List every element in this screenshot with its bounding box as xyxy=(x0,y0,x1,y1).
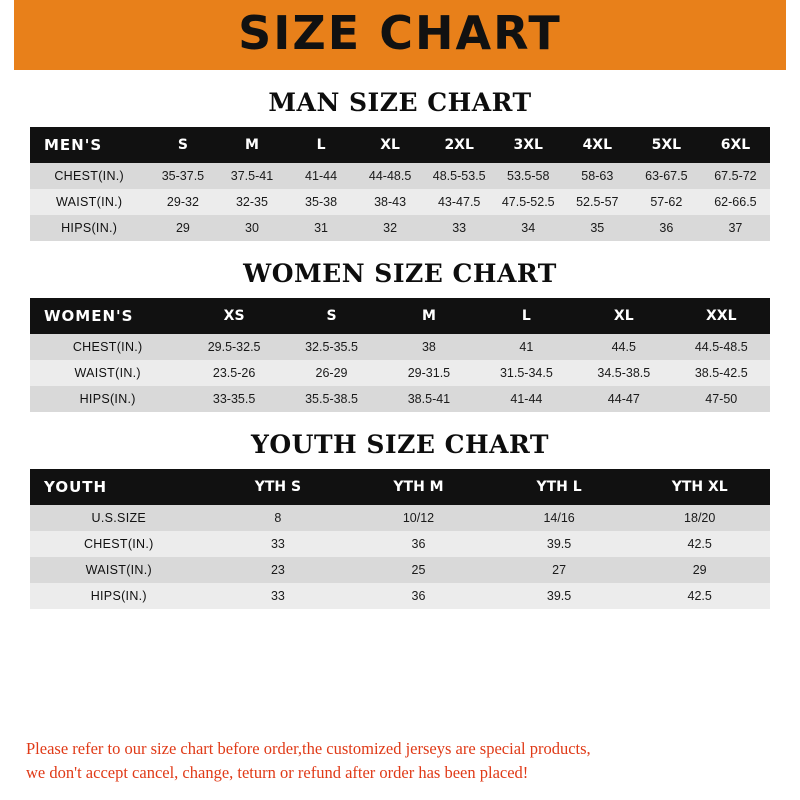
men-header-cell: 4XL xyxy=(582,137,613,153)
table-row xyxy=(30,215,770,241)
women-row-label: HIPS(IN.) xyxy=(79,392,136,406)
youth-cell: 39.5 xyxy=(546,537,572,551)
women-cell: 47-50 xyxy=(705,392,738,406)
women-size-section xyxy=(30,259,770,412)
women-cell: 38 xyxy=(421,340,436,354)
men-cell: 30 xyxy=(245,221,259,235)
men-cell: 32 xyxy=(383,221,398,235)
women-header-cell: M xyxy=(421,308,436,324)
table-row xyxy=(30,360,770,386)
youth-row-label: U.S.SIZE xyxy=(91,511,147,525)
men-cell: 58-63 xyxy=(581,169,614,183)
men-row-label: WAIST(IN.) xyxy=(55,195,123,209)
women-header-row xyxy=(30,298,770,334)
youth-header-cell: YOUTH xyxy=(44,478,108,496)
women-header-cell: XS xyxy=(223,308,245,324)
women-cell: 41 xyxy=(519,340,534,354)
youth-header-cell: YTH M xyxy=(393,479,444,495)
youth-size-table xyxy=(30,469,770,609)
youth-table-body xyxy=(30,505,770,609)
table-row xyxy=(30,189,770,215)
women-table-body xyxy=(30,334,770,412)
men-cell: 33 xyxy=(452,221,467,235)
charts-content xyxy=(0,70,800,729)
women-cell: 31.5-34.5 xyxy=(499,366,553,380)
men-cell: 34 xyxy=(521,221,536,235)
youth-row-label: WAIST(IN.) xyxy=(85,563,152,577)
men-header-cell: MEN'S xyxy=(44,136,103,154)
men-cell: 47.5-52.5 xyxy=(501,195,555,209)
men-cell: 32-35 xyxy=(235,195,268,209)
youth-cell: 8 xyxy=(274,511,282,525)
men-cell: 31 xyxy=(314,221,328,235)
men-row-label: HIPS(IN.) xyxy=(61,221,118,235)
men-size-section xyxy=(30,88,770,241)
women-header-cell: XL xyxy=(613,308,634,324)
youth-cell: 14/16 xyxy=(543,511,575,525)
table-row xyxy=(30,557,770,583)
men-cell: 38-43 xyxy=(374,195,407,209)
youth-section-title: YOUTH SIZE CHART xyxy=(251,430,549,459)
women-size-table xyxy=(30,298,770,412)
women-cell: 35.5-38.5 xyxy=(305,392,358,406)
men-header-cell: 6XL xyxy=(720,137,751,153)
women-cell: 33-35.5 xyxy=(212,392,256,406)
footer-line-1: Please refer to our size chart before order,the customized jerseys are special products, xyxy=(26,738,591,758)
men-cell: 29-32 xyxy=(166,195,199,209)
youth-cell: 42.5 xyxy=(687,589,712,603)
women-cell: 29.5-32.5 xyxy=(207,340,261,354)
men-cell: 41-44 xyxy=(305,169,338,183)
men-cell: 62-66.5 xyxy=(714,195,757,209)
youth-cell: 23 xyxy=(270,563,285,577)
women-cell: 34.5-38.5 xyxy=(597,366,651,380)
women-cell: 38.5-42.5 xyxy=(694,366,748,380)
youth-cell: 33 xyxy=(270,537,285,551)
header-right-spacer xyxy=(786,0,800,70)
women-cell: 32.5-35.5 xyxy=(305,340,358,354)
men-cell: 63-67.5 xyxy=(645,169,688,183)
footer-note xyxy=(0,729,800,800)
youth-size-section xyxy=(30,430,770,609)
youth-header-cell: YTH XL xyxy=(671,479,728,495)
youth-cell: 29 xyxy=(692,563,707,577)
women-cell: 23.5-26 xyxy=(212,366,256,380)
men-cell: 44-48.5 xyxy=(368,169,412,183)
women-cell: 44-47 xyxy=(607,392,640,406)
men-cell: 37.5-41 xyxy=(230,169,274,183)
page-header xyxy=(0,0,800,70)
table-row xyxy=(30,531,770,557)
women-section-title: WOMEN SIZE CHART xyxy=(243,259,557,288)
men-header-cell: L xyxy=(316,137,326,153)
women-header-cell: XXL xyxy=(705,308,737,324)
table-row xyxy=(30,386,770,412)
men-header-cell: S xyxy=(177,137,188,153)
youth-cell: 18/20 xyxy=(684,511,716,525)
men-cell: 52.5-57 xyxy=(576,195,619,209)
women-cell: 44.5-48.5 xyxy=(694,340,748,354)
header-left-spacer xyxy=(0,0,14,70)
men-table-head xyxy=(30,127,770,163)
women-header-cell: L xyxy=(521,308,531,324)
men-header-cell: M xyxy=(245,137,259,153)
men-header-cell: XL xyxy=(380,137,400,153)
youth-cell: 39.5 xyxy=(546,589,572,603)
youth-header-cell: YTH L xyxy=(536,479,582,495)
youth-cell: 27 xyxy=(552,563,567,577)
men-cell: 43-47.5 xyxy=(437,195,481,209)
youth-cell: 25 xyxy=(411,563,426,577)
women-cell: 26-29 xyxy=(315,366,348,380)
youth-cell: 36 xyxy=(411,537,426,551)
men-cell: 29 xyxy=(175,221,190,235)
men-header-cell: 2XL xyxy=(444,137,474,153)
women-cell: 41-44 xyxy=(510,392,543,406)
women-header-cell: WOMEN'S xyxy=(44,307,134,325)
men-cell: 48.5-53.5 xyxy=(432,169,486,183)
page-title: SIZE CHART xyxy=(238,6,562,60)
youth-header-cell: YTH S xyxy=(254,479,302,495)
women-row-label: CHEST(IN.) xyxy=(72,340,143,354)
table-row xyxy=(30,583,770,609)
men-cell: 37 xyxy=(728,221,743,235)
men-cell: 67.5-72 xyxy=(714,169,757,183)
table-row xyxy=(30,505,770,531)
men-cell: 53.5-58 xyxy=(507,169,550,183)
women-header-cell: S xyxy=(326,308,337,324)
youth-cell: 10/12 xyxy=(402,511,435,525)
youth-cell: 36 xyxy=(411,589,426,603)
women-cell: 44.5 xyxy=(611,340,636,354)
youth-header-row xyxy=(30,469,770,505)
youth-cell: 33 xyxy=(270,589,285,603)
women-cell: 29-31.5 xyxy=(407,366,451,380)
men-header-row xyxy=(30,127,770,163)
table-row xyxy=(30,163,770,189)
women-cell: 38.5-41 xyxy=(407,392,451,406)
youth-row-label: HIPS(IN.) xyxy=(90,589,147,603)
youth-row-label: CHEST(IN.) xyxy=(83,537,154,551)
men-cell: 35-38 xyxy=(305,195,338,209)
youth-cell: 42.5 xyxy=(687,537,712,551)
men-size-table xyxy=(30,127,770,241)
men-section-title: MAN SIZE CHART xyxy=(268,88,532,117)
men-cell: 35 xyxy=(590,221,605,235)
women-table-head xyxy=(30,298,770,334)
men-cell: 36 xyxy=(659,221,674,235)
footer-line-2: we don't accept cancel, change, teturn or refund after order has been placed! xyxy=(26,763,529,783)
men-cell: 57-62 xyxy=(650,195,683,209)
table-row xyxy=(30,334,770,360)
men-header-cell: 5XL xyxy=(651,137,682,153)
women-row-label: WAIST(IN.) xyxy=(74,366,141,380)
men-cell: 35-37.5 xyxy=(161,169,205,183)
men-row-label: CHEST(IN.) xyxy=(54,169,125,183)
men-header-cell: 3XL xyxy=(513,137,543,153)
youth-table-head xyxy=(30,469,770,505)
men-table-body xyxy=(30,163,770,241)
